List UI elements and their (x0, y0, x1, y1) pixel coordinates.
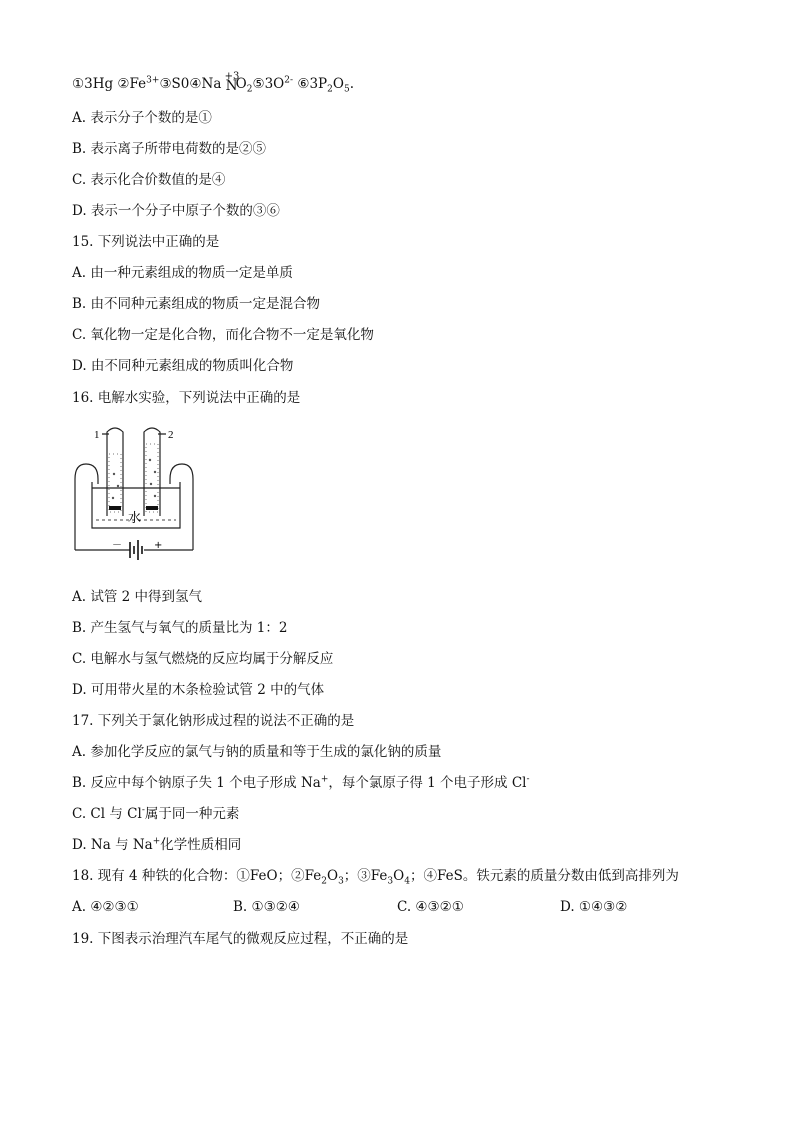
q15-option-d: D. 由不同种元素组成的物质叫化合物 (72, 358, 294, 374)
q15-option-c: C. 氧化物一定是化合物，而化合物不一定是氧化物 (72, 327, 374, 343)
q17-stem: 17. 下列关于氯化钠形成过程的说法不正确的是 (72, 713, 355, 729)
q15-option-b: B. 由不同种元素组成的物质一定是混合物 (72, 296, 321, 312)
q16-option-b: B. 产生氢气与氧气的质量比为 1：2 (72, 620, 288, 636)
battery-icon (130, 540, 142, 560)
q16-option-a: A. 试管 2 中得到氢气 (72, 589, 203, 605)
right-hook (170, 464, 193, 550)
q18-option-a: A. ④②③① (72, 899, 139, 915)
q18-option-b: B. ①③②④ (233, 899, 300, 915)
q15-stem: 15. 下列说法中正确的是 (72, 234, 220, 250)
q18-option-c: C. ④③②① (397, 899, 464, 915)
q16-stem: 16. 电解水实验，下列说法中正确的是 (72, 390, 301, 406)
plus-label: + (154, 540, 163, 551)
q16-option-c: C. 电解水与氢气燃烧的反应均属于分解反应 (72, 651, 334, 667)
q17-option-a: A. 参加化学反应的氯气与钠的质量和等于生成的氯化钠的质量 (72, 744, 442, 760)
electrode-2 (146, 506, 158, 510)
q18-stem: 18. 现有 4 种铁的化合物：①FeO；$②Fe_2O_3$；$③Fe_3O_4$；④FeS。铁元素的质量分数由低到高排列为 (72, 868, 679, 887)
valence-nitrogen: +3 N (224, 71, 240, 94)
q14-symbols-line: ①3Hg $②Fe^{3+}③S0④Na$ +3 N $O_2⑤3O^{2-}$ $⑥3P_2O_5$. (72, 71, 354, 95)
tube-2-label: 2 (168, 429, 174, 441)
q14-option-b: B. 表示离子所带电荷数的是②⑤ (72, 141, 267, 157)
q16-option-d: D. 可用带火星的木条检验试管 2 中的气体 (72, 682, 325, 698)
electrode-1 (109, 506, 121, 510)
left-hook (75, 464, 98, 550)
q14-option-c: C. 表示化合价数值的是④ (72, 172, 226, 188)
q17-option-b: B. 反应中每个钠原子失 1 个电子形成 Na+，每个氯原子得 1 个电子形成 Cl- (72, 774, 530, 791)
q17-option-c: C. Cl 与 Cl-属于同一种元素 (72, 805, 240, 822)
electrolysis-apparatus-figure (72, 424, 202, 574)
q14-option-d: D. 表示一个分子中原子个数的③⑥ (72, 203, 280, 219)
q17-option-d: D. Na 与 Na+化学性质相同 (72, 836, 242, 853)
q15-option-a: A. 由一种元素组成的物质一定是单质 (72, 265, 293, 281)
tube-1-label: 1 (94, 429, 100, 441)
q14-option-a: A. 表示分子个数的是① (72, 110, 212, 126)
water-label: 水 (128, 511, 142, 526)
q18-option-d: D. ①④③② (560, 899, 628, 915)
minus-label: － (112, 540, 122, 551)
q19-stem: 19. 下图表示治理汽车尾气的微观反应过程，不正确的是 (72, 931, 409, 947)
